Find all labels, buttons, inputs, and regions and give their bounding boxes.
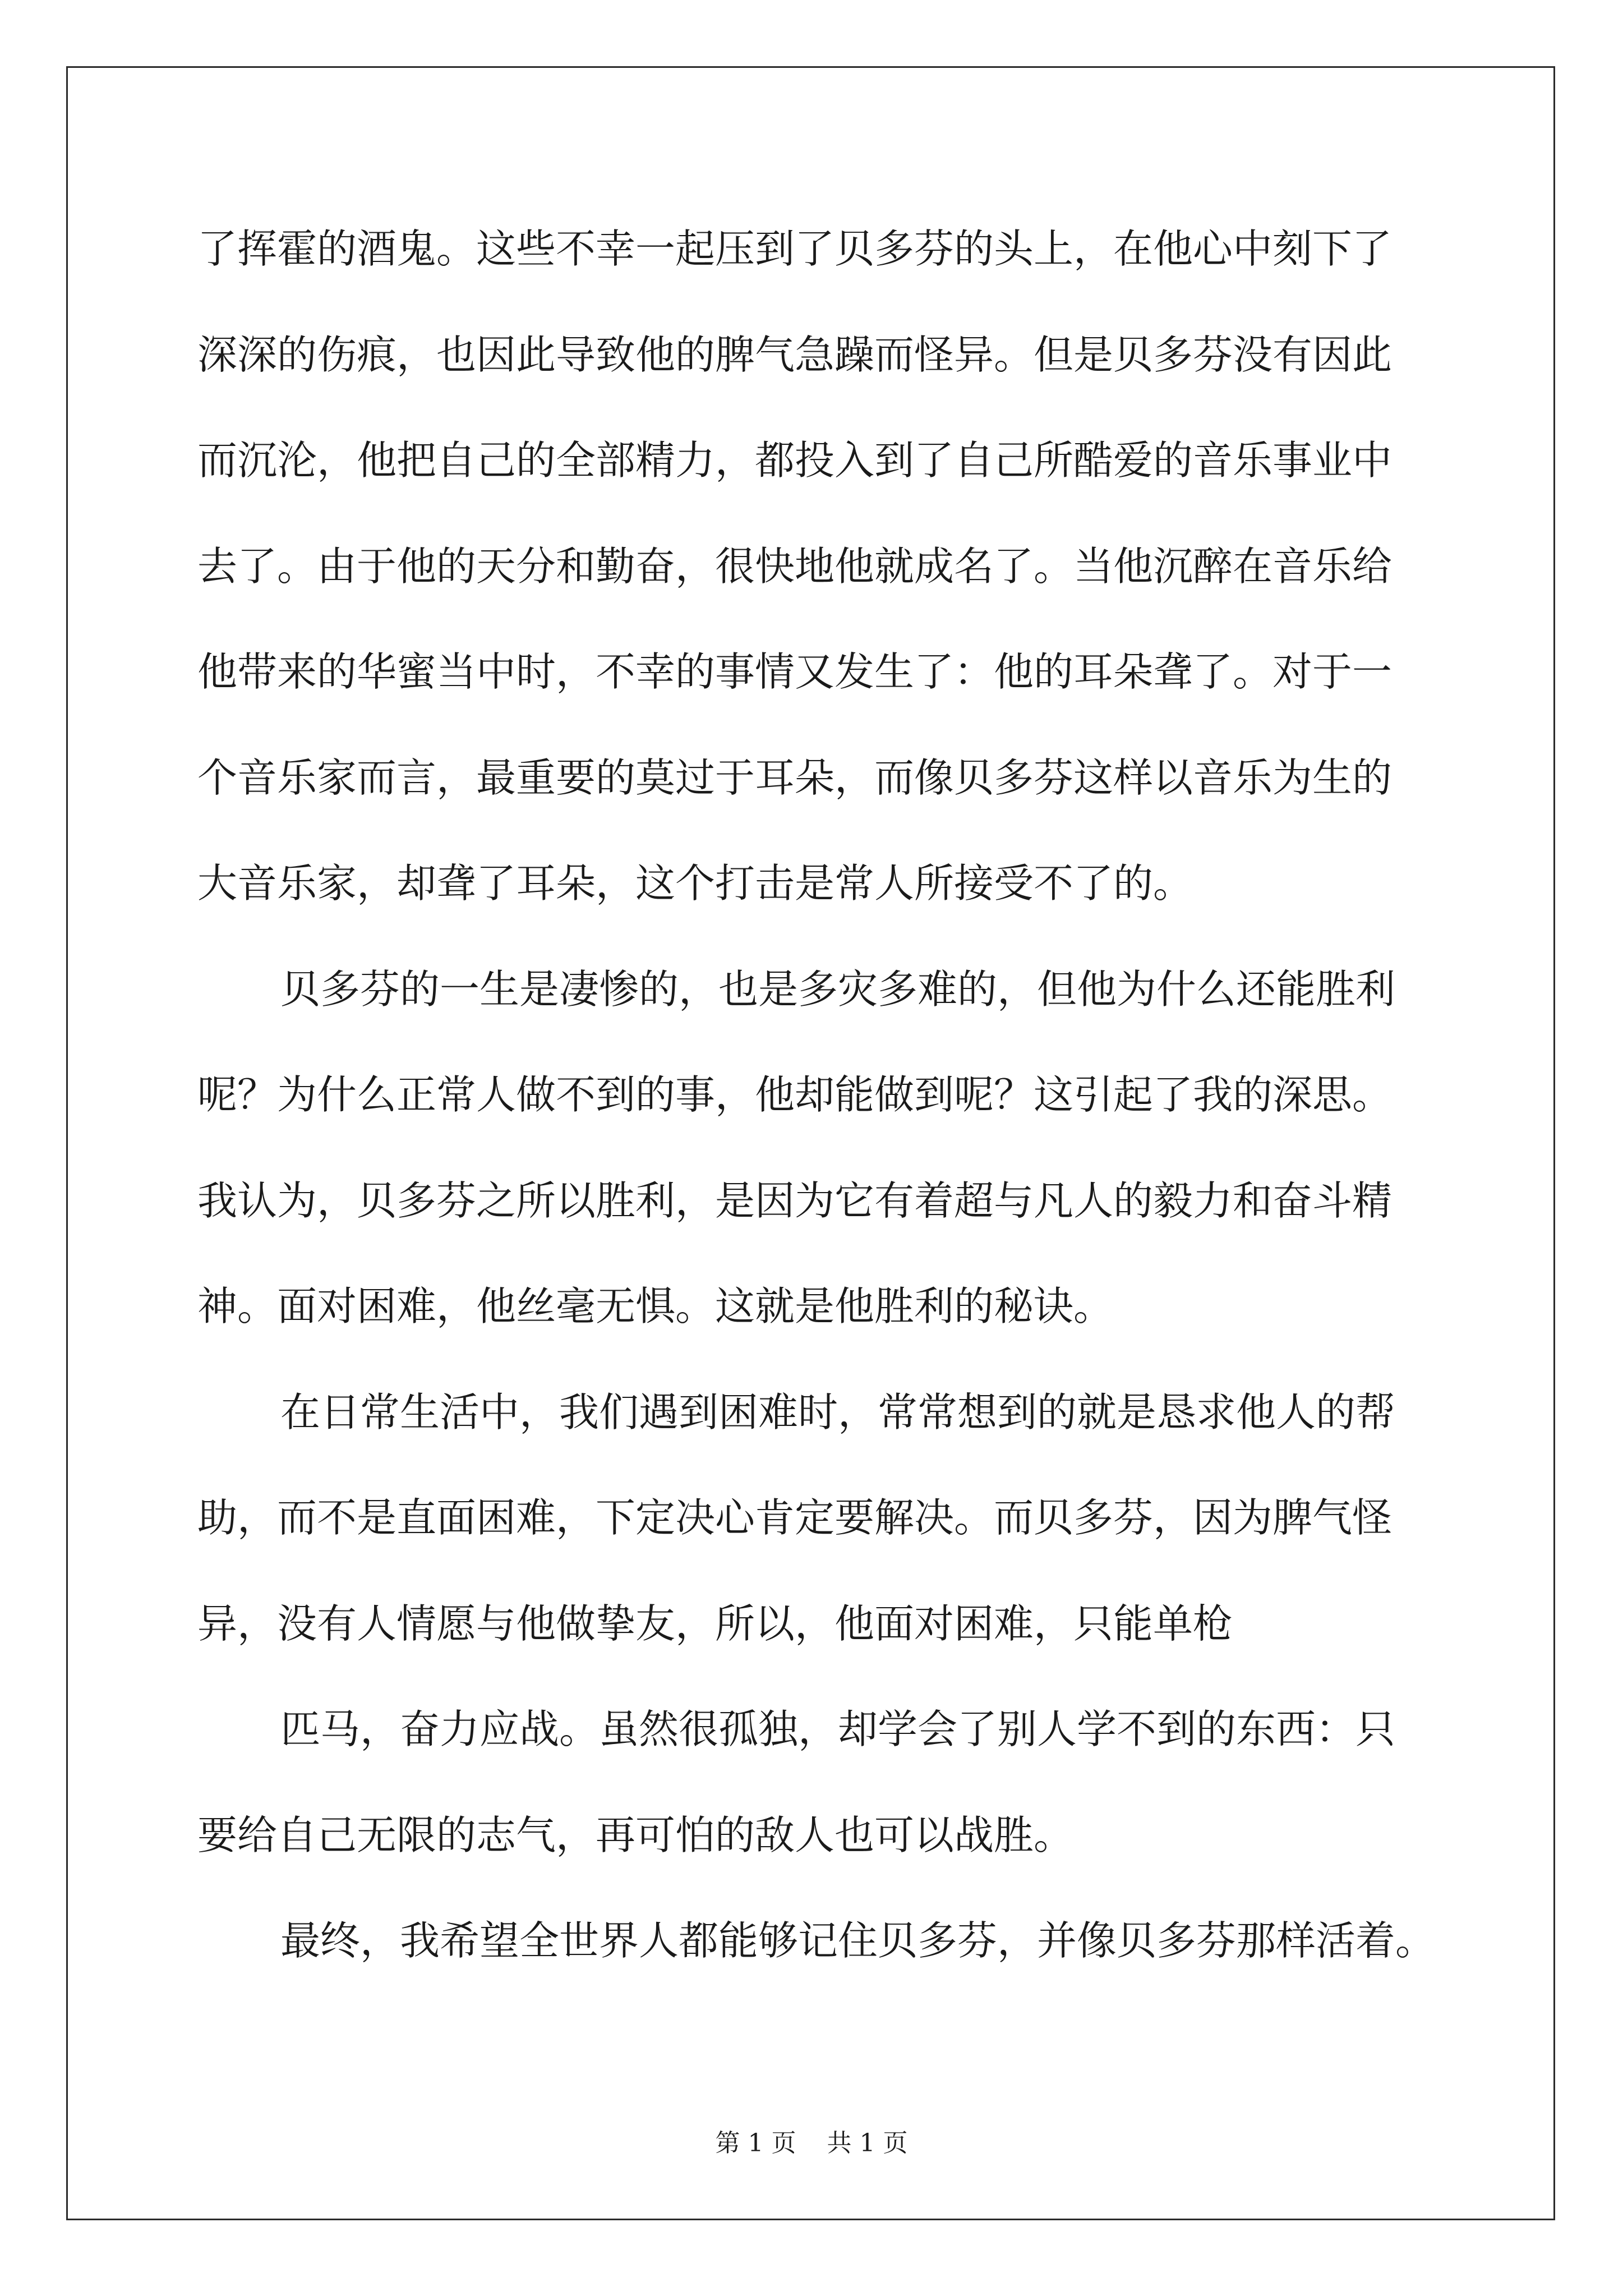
text-line: 大音乐家，却聋了耳朵，这个打击是常人所接受不了的。 (197, 860, 1193, 907)
text-line: 深深的伤痕，也因此导致他的脾气急躁而怪异。但是贝多芬没有因此 (197, 331, 1393, 378)
page-total: 共 1 页 (827, 2129, 908, 2157)
page-footer (0, 2123, 1623, 2159)
paragraph-start-line: 贝多芬的一生是凄惨的，也是多灾多难的，但他为什么还能胜利 (280, 965, 1396, 1013)
text-line: 神。面对困难，他丝毫无惧。这就是他胜利的秘诀。 (197, 1283, 1114, 1329)
paragraph-start-line: 最终，我希望全世界人都能够记住贝多芬，并像贝多芬那样活着。 (280, 1917, 1436, 1964)
text-line: 助，而不是直面困难，下定决心肯定要解决。而贝多芬，因为脾气怪 (197, 1494, 1393, 1541)
paragraph-start-line: 匹马，奋力应战。虽然很孤独，却学会了别人学不到的东西：只 (280, 1706, 1396, 1752)
document-body (197, 196, 1436, 1994)
text-line: 异，没有人情愿与他做挚友，所以，他面对困难，只能单枪 (197, 1600, 1233, 1647)
text-line: 了挥霍的酒鬼。这些不幸一起压到了贝多芬的头上，在他心中刻下了 (197, 226, 1393, 272)
text-line: 去了。由于他的天分和勤奋，很快地他就成名了。当他沉醉在音乐给 (197, 542, 1393, 590)
paragraph-start-line: 在日常生活中，我们遇到困难时，常常想到的就是恳求他人的帮 (280, 1388, 1396, 1435)
text-line: 他带来的华蜜当中时，不幸的事情又发生了：他的耳朵聋了。对于一 (197, 648, 1393, 695)
text-line: 要给自己无限的志气，再可怕的敌人也可以战胜。 (197, 1811, 1074, 1858)
page-number: 第 1 页 (715, 2129, 796, 2157)
text-line: 我认为，贝多芬之所以胜利，是因为它有着超与凡人的毅力和奋斗精 (197, 1177, 1393, 1224)
text-line: 而沉沦，他把自己的全部精力，都投入到了自己所酷爱的音乐事业中 (197, 437, 1393, 484)
text-line: 个音乐家而言，最重要的莫过于耳朵，而像贝多芬这样以音乐为生的 (197, 754, 1393, 801)
text-line: 呢？为什么正常人做不到的事，他却能做到呢？这引起了我的深思。 (197, 1071, 1393, 1118)
